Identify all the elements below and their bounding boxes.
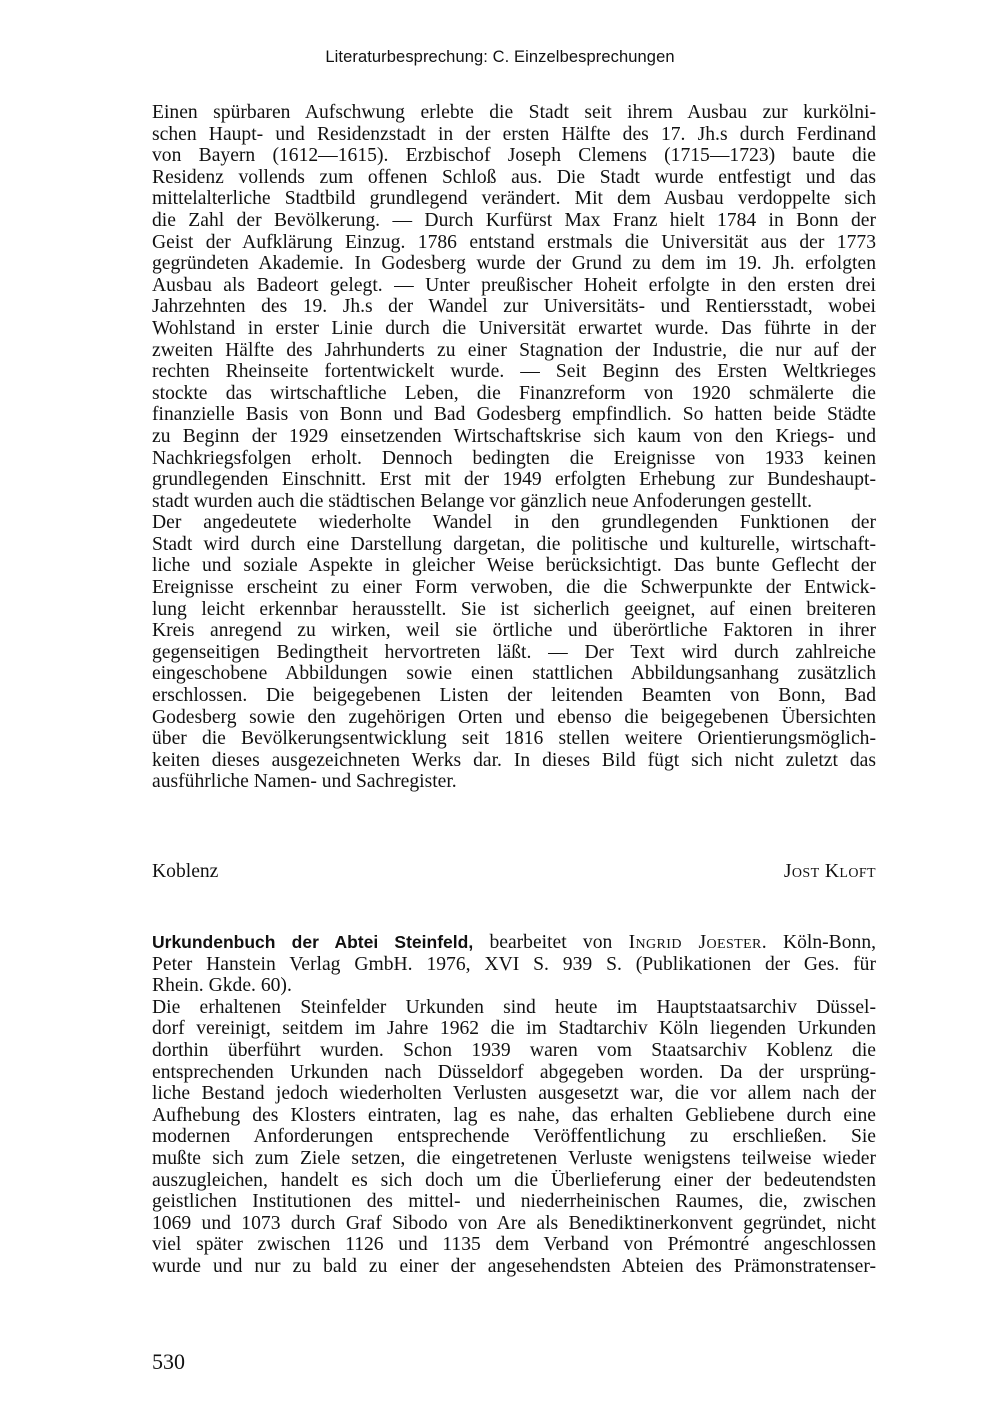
text-line: lung leicht erkennbar herausstellt. Sie ist sicherlich geeignet, auf einen breiteren	[152, 598, 876, 620]
text-line: Kreis anregend zu wirken, weil sie örtliche und überörtliche Faktoren in ihrer	[152, 620, 876, 642]
text-line: liche und soziale Aspekte in gleicher Weise berücksichtigt. Das bunte Geflecht der	[152, 555, 876, 577]
text-line: stockte das wirtschaftliche Leben, die Finanzreform von 1920 schmälerte die	[152, 382, 876, 404]
bibliographic-entry-line-2: Peter Hanstein Verlag GmbH. 1976, XVI S. 939 S. (Publikationen der Ges. für	[152, 953, 876, 975]
text-line: von Bayern (1612—1615). Erzbischof Joseph Clemens (1715—1723) baute die	[152, 145, 876, 167]
page-number: 530	[152, 1349, 185, 1374]
text-line: Godesberg sowie den zugehörigen Orten und ebenso die beigegebenen Übersichten	[152, 706, 876, 728]
text-line: auszugleichen, handelt es sich doch um die Überlieferung einer der bedeutendsten	[152, 1169, 876, 1191]
text-line: Einen spürbaren Aufschwung erlebte die Stadt seit ihrem Ausbau zur kurkölni-	[152, 102, 876, 123]
text-line: liche Bestand jedoch wiederholten Verlusten ausgesetzt war, die vor allem nach der	[152, 1083, 876, 1105]
text-line: stadt wurden auch die städtischen Belange vor gänzlich neue Anfoderungen gestellt.	[152, 490, 812, 512]
text-line: Wohlstand in erster Linie durch die Universität erwartet wurde. Das führte in der	[152, 317, 876, 339]
review-kloft-body	[152, 102, 876, 793]
text-line: viel später zwischen 1126 und 1135 dem Verband von Prémontré angeschlossen	[152, 1234, 876, 1256]
review-steinfeld	[152, 932, 876, 1278]
text-line: zu Beginn der 1929 einsetzenden Wirtschaftskrise sich kaum von den Kriegs- und	[152, 425, 876, 447]
text-line: erschlossen. Die beigegebenen Listen der leitenden Beamten von Bonn, Bad	[152, 685, 876, 707]
text-line: grundlegenden Einschnitt. Erst mit der 1949 erfolgten Erhebung zur Bundeshaupt-	[152, 469, 876, 491]
bibliographic-entry-line-1	[152, 932, 876, 954]
text-line: gegründeten Akademie. In Godesberg wurde der Grund zu dem im 19. Jh. erfolgten	[152, 253, 876, 275]
text-line: dorf vereinigt, seitdem im Jahre 1962 die im Stadtarchiv Köln liegenden Urkunden	[152, 1018, 876, 1040]
text-line: 1069 und 1073 durch Graf Sibodo von Are als Benediktinerkonvent gegründet, nicht	[152, 1212, 876, 1234]
text-line: keiten dieses ausgezeichneten Werks dar. In dieses Bild fügt sich nicht zuletzt das	[152, 749, 876, 771]
text-line: Ereignisse erscheint zu einer Form verwoben, die die Schwerpunkte der Entwick-	[152, 577, 876, 599]
signature-place: Koblenz	[152, 861, 219, 882]
text-line: gegenseitigen Bedingtheit hervortreten läßt. — Der Text wird durch zahlreiche	[152, 641, 876, 663]
text-line: modernen Anforderungen entsprechende Veröffentlichung zu erschließen. Sie	[152, 1126, 876, 1148]
text-line: Jahrzehnten des 19. Jh.s der Wandel zur Universitäts- und Rentiersstadt, wobei	[152, 296, 876, 318]
text-line: finanzielle Basis von Bonn und Bad Godesberg empfindlich. So hatten beide Städte	[152, 404, 876, 426]
entry-text: . Köln-Bonn,	[761, 932, 876, 953]
entry-text: bearbeitet von	[473, 932, 629, 953]
text-line: mußte sich zum Ziele setzen, die eingetretenen Verluste wenigstens teilweise wieder	[152, 1147, 876, 1169]
text-line: Geist der Aufklärung Einzug. 1786 entstand erstmals die Universität aus der 1773	[152, 231, 876, 253]
text-line: über die Bevölkerungsentwicklung seit 1816 stellen weitere Orientierungsmöglich-	[152, 728, 876, 750]
book-title: Urkundenbuch der Abtei Steinfeld,	[152, 932, 474, 952]
text-line: eingeschobene Abbildungen sowie einen stattlichen Abbildungsanhang zusätzlich	[152, 663, 876, 685]
text-line: Stadt wird durch eine Darstellung dargetan, die politische und kulturelle, wirtschaft-	[152, 533, 876, 555]
text-line: geistlichen Institutionen des mittel- und niederrheinischen Raumes, die, zwischen	[152, 1191, 876, 1213]
signature-author: Jost Kloft	[783, 861, 876, 882]
text-line: entsprechenden Urkunden nach Düsseldorf abgegeben worden. Da der ursprüng-	[152, 1061, 876, 1083]
running-header: Literaturbesprechung: C. Einzelbesprechungen	[325, 48, 675, 66]
text-line: ausführliche Namen- und Sachregister.	[152, 771, 457, 793]
text-line: Residenz vollends zum offenen Schloß aus. Die Stadt wurde entfestigt und das	[152, 166, 876, 188]
text-line: die Zahl der Bevölkerung. — Durch Kurfürst Max Franz hielt 1784 in Bonn der	[152, 209, 876, 231]
review-steinfeld-body	[152, 997, 876, 1278]
text-line: Der angedeutete wiederholte Wandel in den grundlegenden Funktionen der	[152, 512, 876, 534]
text-line: wurde und nur zu bald zu einer der angesehendsten Abteien des Prämonstratenser-	[152, 1255, 876, 1277]
text-line: zweiten Hälfte des Jahrhunderts zu einer Stagnation der Industrie, die nur auf der	[152, 339, 876, 361]
bibliographic-entry-line-3: Rhein. Gkde. 60).	[152, 975, 292, 997]
text-line: Die erhaltenen Steinfelder Urkunden sind heute im Hauptstaatsarchiv Düssel-	[152, 996, 876, 1018]
text-line: Nachkriegsfolgen erholt. Dennoch bedingten die Ereignisse von 1933 keinen	[152, 447, 876, 469]
review-signature	[152, 861, 876, 883]
text-line: rechten Rheinseite fortentwickelt wurde. — Seit Beginn des Ersten Weltkrieges	[152, 361, 876, 383]
text-line: Ausbau als Badeort gelegt. — Unter preußischer Hoheit erfolgte in den ersten drei	[152, 274, 876, 296]
text-line: mittelalterliche Stadtbild grundlegend verändert. Mit dem Ausbau verdoppelte sich	[152, 188, 876, 210]
text-line: Aufhebung des Klosters eintraten, lag es nahe, das erhalten Gebliebene durch eine	[152, 1104, 876, 1126]
text-line: dorthin überführt wurden. Schon 1939 waren vom Staatsarchiv Koblenz die	[152, 1039, 876, 1061]
editor-name: Ingrid Joester	[628, 932, 762, 953]
text-line: schen Haupt- und Residenzstadt in der ersten Hälfte des 17. Jh.s durch Ferdinand	[152, 123, 876, 145]
